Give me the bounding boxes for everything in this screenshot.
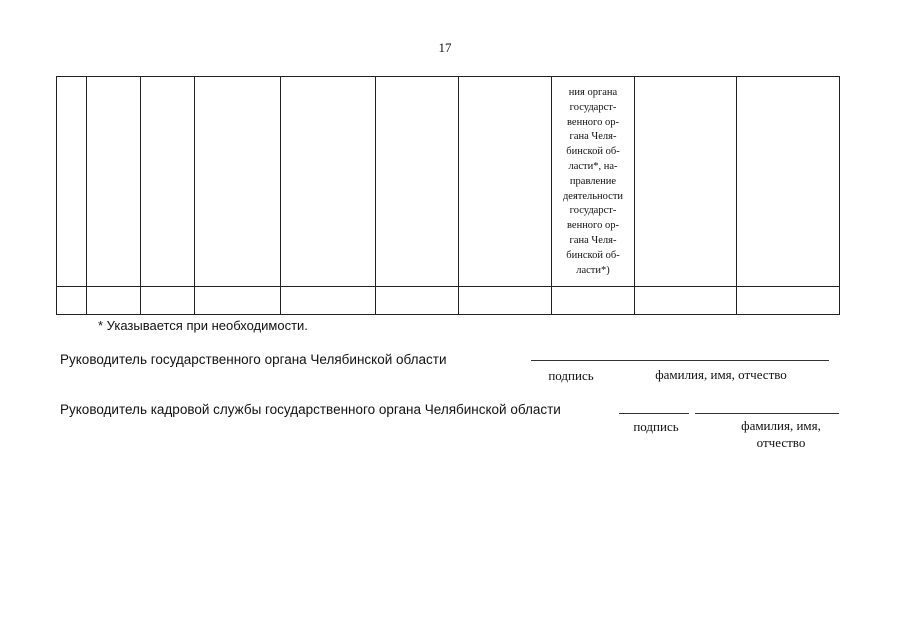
table-column-border <box>86 76 87 315</box>
table-column-border <box>839 76 840 315</box>
head-signature-caption: подпись <box>548 368 594 383</box>
table-bottom-border <box>56 314 840 315</box>
table-row-divider <box>56 286 840 287</box>
table-column-border <box>194 76 195 315</box>
table-cell-text: ния органа государст- венного ор- гана Челя- бинской об- ласти*, на- правление деятельности государст- венного ор- гана Челя- бинской об- ласти*) <box>562 87 624 276</box>
table-column-border <box>634 76 635 315</box>
table-column-border <box>280 76 281 315</box>
table-column-border <box>56 76 57 315</box>
hr-name-line <box>695 413 839 414</box>
hr-name-caption: фамилия, имя, отчество <box>741 418 821 450</box>
table-top-border <box>56 76 840 77</box>
table-column-border <box>458 76 459 315</box>
hr-signature-line <box>619 413 689 414</box>
head-signature-line <box>531 360 829 361</box>
hr-signature-title: Руководитель кадровой службы государственного органа Челябинской области <box>60 402 561 417</box>
page-number: 17 <box>438 40 452 55</box>
table-column-border <box>140 76 141 315</box>
footnote: * Указывается при необходимости. <box>98 318 308 333</box>
table-column-border <box>736 76 737 315</box>
hr-signature-caption: подпись <box>633 419 679 434</box>
head-signature-title: Руководитель государственного органа Челябинской области <box>60 352 447 367</box>
table-column-border <box>375 76 376 315</box>
head-name-caption: фамилия, имя, отчество <box>655 367 787 382</box>
form-table <box>56 76 840 316</box>
